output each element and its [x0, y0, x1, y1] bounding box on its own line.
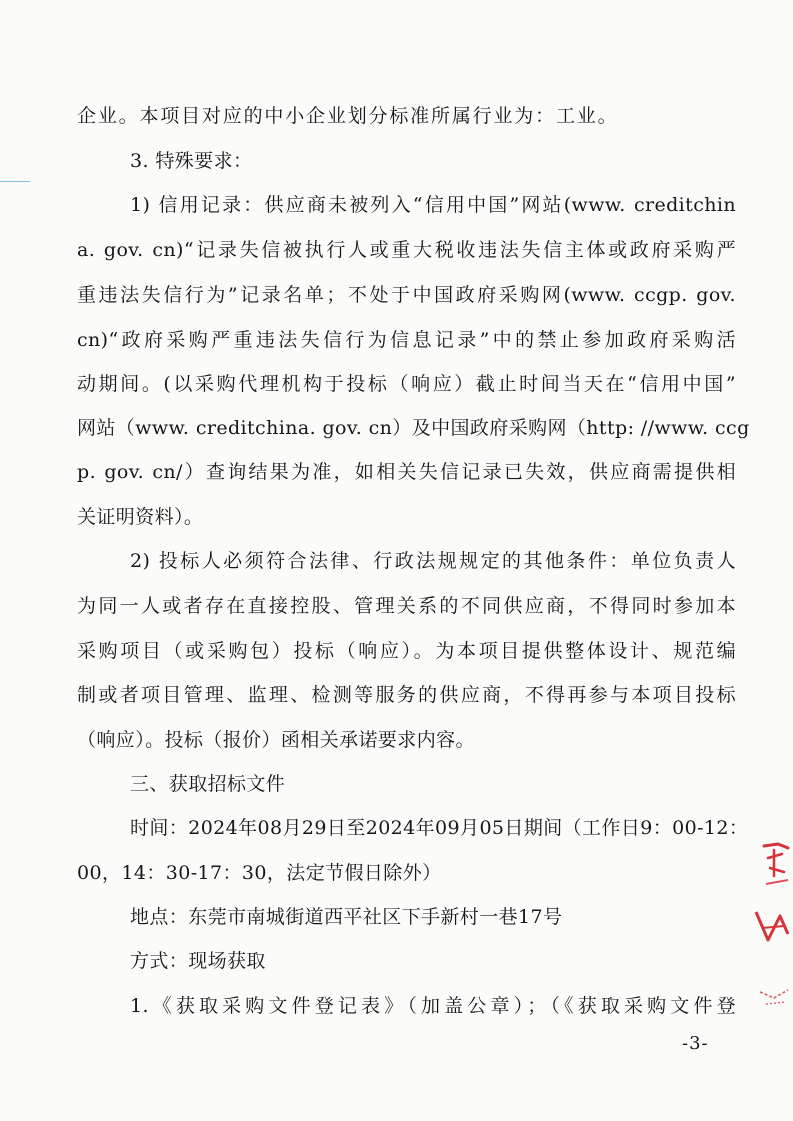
text-line: 采购项目（或采购包）投标（响应）。为本项目提供整体设计、规范编	[77, 640, 736, 662]
text-line: cn)“政府采购严重违法失信行为信息记录”中的禁止参加政府采购活	[77, 329, 736, 351]
section-heading: 三、获取招标文件	[130, 773, 286, 795]
red-seal-fragment	[744, 832, 793, 1032]
text-line: 动期间。(以采购代理机构于投标（响应）截止时间当天在“信用中国”	[77, 373, 736, 395]
text-line: 方式：现场获取	[130, 950, 266, 972]
text-line: 1) 信用记录：供应商未被列入“信用中国”网站(www. creditchin	[130, 194, 736, 216]
margin-mark	[0, 181, 30, 182]
text-line: 地点：东莞市南城街道西平社区下手新村一巷17号	[130, 906, 563, 928]
text-line: 1.《获取采购文件登记表》（加盖公章）；（《获取采购文件登	[130, 995, 736, 1017]
text-line: a. gov. cn)“记录失信被执行人或重大税收违法失信主体或政府采购严	[77, 239, 736, 261]
page-number: -3-	[682, 1033, 709, 1054]
text-line: 重违法失信行为”记录名单；不处于中国政府采购网(www. ccgp. gov.	[77, 284, 736, 306]
text-line: 00，14：30-17：30，法定节假日除外）	[77, 862, 442, 884]
text-line: 为同一人或者存在直接控股、管理关系的不同供应商，不得同时参加本	[77, 595, 736, 617]
text-line: 制或者项目管理、监理、检测等服务的供应商，不得再参与本项目投标	[77, 684, 736, 706]
text-line: 网站（www. creditchina. gov. cn）及中国政府采购网（http: //www. ccg	[77, 417, 750, 439]
section-heading: 3. 特殊要求：	[130, 150, 253, 172]
text-line: 2) 投标人必须符合法律、行政法规规定的其他条件：单位负责人	[130, 550, 736, 572]
text-line: （响应）。投标（报价）函相关承诺要求内容。	[77, 729, 475, 751]
text-line: p. gov. cn/）查询结果为准，如相关失信记录已失效，供应商需提供相	[77, 461, 736, 483]
text-line: 时间：2024年08月29日至2024年09月05日期间（工作日9：00-12：	[130, 817, 749, 839]
text-line: 关证明资料）。	[77, 506, 204, 528]
text-line: 企业。本项目对应的中小企业划分标准所属行业为：工业。	[77, 105, 617, 127]
